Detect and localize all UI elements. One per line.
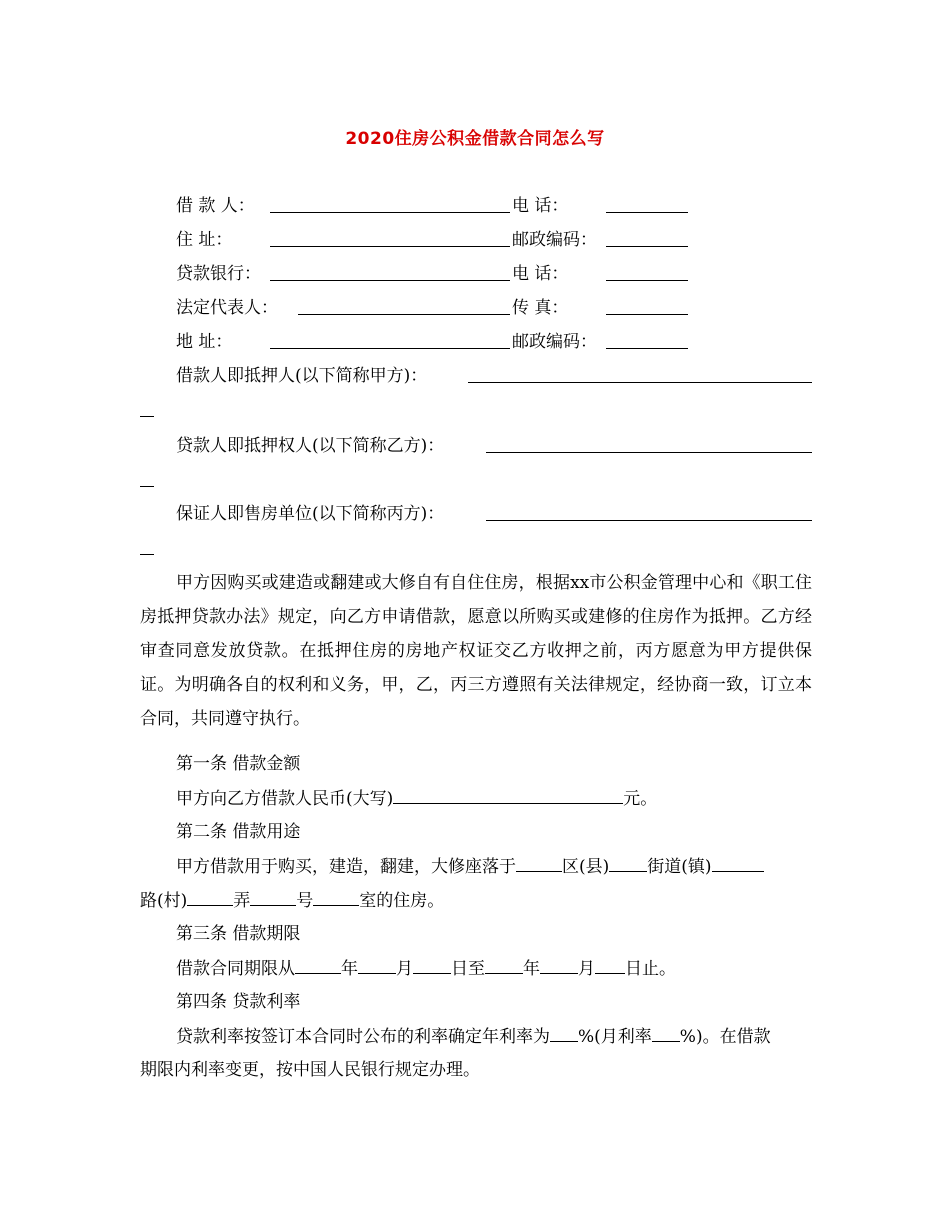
article-3-text-5: 年 xyxy=(523,959,540,979)
address-label: 住 址： xyxy=(176,230,233,250)
monthly-rate-blank[interactable] xyxy=(652,1024,680,1042)
end-year-blank[interactable] xyxy=(485,956,523,974)
article-1-text xyxy=(176,786,657,811)
street-blank[interactable] xyxy=(609,854,647,872)
article-2-text-2: 区(县) xyxy=(562,857,610,877)
preamble-paragraph: 甲方因购买或建造或翻建或大修自有自住住房，根据xx市公积金管理中心和《职工住房抵押贷款办法》规定，向乙方申请借款，愿意以所购买或建修的住房作为抵押。乙方经审查同意发放贷款。在抵押住房的房地产权证交乙方收押之前，丙方愿意为甲方提供保证。为明确各自的权利和义务，甲，乙，丙三方遵照有关法律规定，经协商一致，订立本合同，共同遵守执行。 xyxy=(140,573,812,729)
party-a-blank-cont xyxy=(140,416,154,417)
annual-rate-blank[interactable] xyxy=(550,1024,578,1042)
location-postcode-blank[interactable] xyxy=(606,348,688,349)
location-label: 地 址： xyxy=(176,332,233,352)
article-2-text-6: 号 xyxy=(296,891,314,911)
legal-rep-blank[interactable] xyxy=(298,314,510,315)
article-3-text-6: 月 xyxy=(578,959,595,979)
fax-blank[interactable] xyxy=(606,314,688,315)
party-b-label: 贷款人即抵押权人(以下简称乙方)： xyxy=(176,436,445,456)
borrower-phone-blank[interactable] xyxy=(606,212,688,213)
article-1-heading: 第一条 借款金额 xyxy=(176,754,301,774)
start-year-blank[interactable] xyxy=(295,956,341,974)
lender-phone-label: 电 话： xyxy=(512,264,569,284)
article-2-text-3: 街道(镇) xyxy=(647,857,712,877)
article-3-text-7: 日止。 xyxy=(625,959,676,979)
district-blank[interactable] xyxy=(516,854,562,872)
article-2-text-7: 室的住房。 xyxy=(359,891,445,911)
article-2-text-5: 弄 xyxy=(233,891,251,911)
article-4-line-2: 期限内利率变更，按中国人民银行规定办理。 xyxy=(140,1060,480,1080)
location-blank[interactable] xyxy=(270,348,510,349)
lender-bank-blank[interactable] xyxy=(270,280,510,281)
lane-blank[interactable] xyxy=(187,888,233,906)
start-month-blank[interactable] xyxy=(358,956,396,974)
lender-phone-blank[interactable] xyxy=(606,280,688,281)
start-day-blank[interactable] xyxy=(413,956,451,974)
party-b-blank-cont xyxy=(140,486,154,487)
article-3-text-3: 月 xyxy=(396,959,413,979)
party-a-label: 借款人即抵押人(以下简称甲方)： xyxy=(176,366,428,386)
fax-label: 传 真： xyxy=(512,298,569,318)
borrower-phone-label: 电 话： xyxy=(512,196,569,216)
article-2-text-1: 甲方借款用于购买，建造，翻建，大修座落于 xyxy=(176,857,516,877)
road-blank[interactable] xyxy=(712,854,764,872)
party-b-blank[interactable] xyxy=(486,452,812,453)
end-month-blank[interactable] xyxy=(540,956,578,974)
article-3-text xyxy=(176,956,676,981)
borrower-blank[interactable] xyxy=(270,212,510,213)
address-blank[interactable] xyxy=(270,246,510,247)
article-3-text-1: 借款合同期限从 xyxy=(176,959,295,979)
address-postcode-label: 邮政编码： xyxy=(512,230,597,250)
article-4-heading: 第四条 贷款利率 xyxy=(176,992,301,1012)
loan-amount-blank[interactable] xyxy=(393,786,623,804)
article-3-text-2: 年 xyxy=(341,959,358,979)
article-3-text-4: 日至 xyxy=(451,959,485,979)
party-a-blank[interactable] xyxy=(468,382,812,383)
party-c-blank[interactable] xyxy=(486,520,812,521)
article-4-line-1 xyxy=(176,1024,771,1049)
location-postcode-label: 邮政编码： xyxy=(512,332,597,352)
address-postcode-blank[interactable] xyxy=(606,246,688,247)
article-4-text-3: %)。在借款 xyxy=(679,1027,771,1047)
article-2-text-4: 路(村) xyxy=(140,891,188,911)
legal-rep-label: 法定代表人： xyxy=(176,298,278,318)
article-1-text-before: 甲方向乙方借款人民币(大写) xyxy=(176,789,394,809)
article-2-heading: 第二条 借款用途 xyxy=(176,822,301,842)
party-c-label: 保证人即售房单位(以下简称丙方)： xyxy=(176,504,445,524)
article-3-heading: 第三条 借款期限 xyxy=(176,924,301,944)
article-4-text-1: 贷款利率按签订本合同时公布的利率确定年利率为 xyxy=(176,1027,550,1047)
borrower-label: 借 款 人： xyxy=(176,196,255,216)
document-title: 2020住房公积金借款合同怎么写 xyxy=(345,129,605,149)
end-day-blank[interactable] xyxy=(595,956,625,974)
number-blank[interactable] xyxy=(250,888,296,906)
article-2-line-1 xyxy=(176,854,764,879)
article-2-line-2 xyxy=(140,888,444,913)
party-c-blank-cont xyxy=(140,554,154,555)
article-1-text-after: 元。 xyxy=(623,789,658,809)
room-blank[interactable] xyxy=(313,888,359,906)
lender-bank-label: 贷款银行： xyxy=(176,264,261,284)
article-4-text-2: %(月利率 xyxy=(578,1027,652,1047)
